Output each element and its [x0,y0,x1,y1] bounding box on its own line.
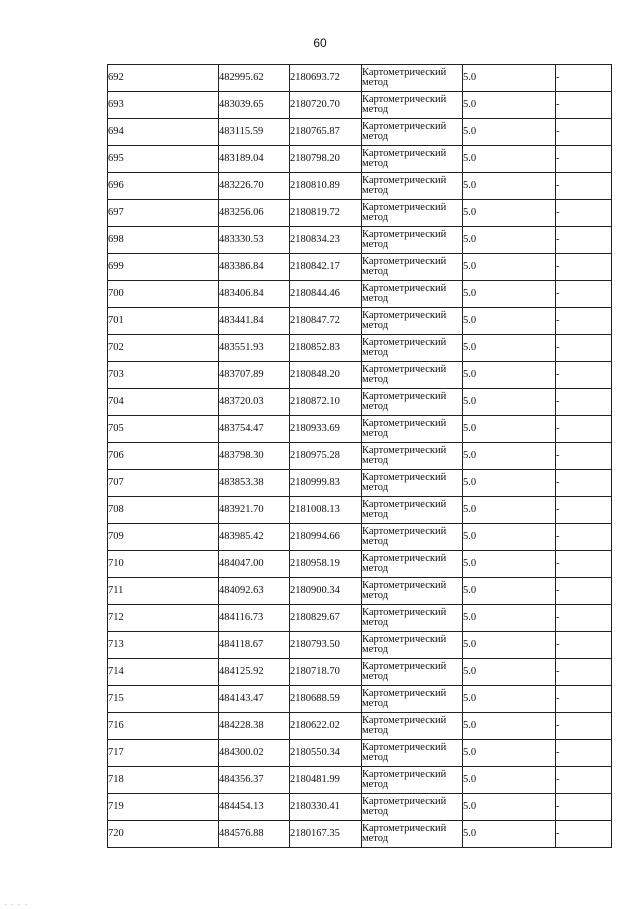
y-coordinate-cell: 2180900.34 [290,578,362,605]
method-cell [362,659,463,686]
method-cell [362,713,463,740]
table-row [108,470,612,497]
x-coordinate-cell: 484118.67 [219,632,290,659]
method-text: метод [362,725,389,736]
page-number: 60 [313,36,327,50]
point-number-cell: 696 [108,173,219,200]
method-text: Картометрический [362,768,447,780]
method-text: метод [362,131,389,142]
method-text: Картометрический [362,417,447,429]
x-coordinate-cell: 484356.37 [219,767,290,794]
y-coordinate-cell: 2180847.72 [290,308,362,335]
point-number-cell: 701 [108,308,219,335]
table-row [108,281,612,308]
x-coordinate-cell: 483330.53 [219,227,290,254]
x-coordinate-cell: 483226.70 [219,173,290,200]
method-text: Картометрический [362,687,447,699]
accuracy-cell: 5.0 [463,659,556,686]
description-cell: - [556,821,612,848]
method-text: Картометрический [362,282,447,294]
method-cell [362,389,463,416]
description-cell: - [556,794,612,821]
description-cell: - [556,443,612,470]
y-coordinate-cell: 2180720.70 [290,92,362,119]
y-coordinate-cell: 2180693.72 [290,65,362,92]
description-cell: - [556,65,612,92]
y-coordinate-cell: 2180167.35 [290,821,362,848]
y-coordinate-cell: 2180481.99 [290,767,362,794]
y-coordinate-cell: 2180819.72 [290,200,362,227]
method-text: Картометрический [362,525,447,537]
method-text: метод [362,428,389,439]
method-text: метод [362,293,389,304]
method-cell [362,632,463,659]
method-cell [362,740,463,767]
x-coordinate-cell: 483441.84 [219,308,290,335]
accuracy-cell: 5.0 [463,578,556,605]
method-text: Картометрический [362,741,447,753]
y-coordinate-cell: 2180330.41 [290,794,362,821]
accuracy-cell: 5.0 [463,470,556,497]
y-coordinate-cell: 2180798.20 [290,146,362,173]
description-cell: - [556,632,612,659]
table-row [108,200,612,227]
y-coordinate-cell: 2180872.10 [290,389,362,416]
point-number-cell: 705 [108,416,219,443]
method-text: Картометрический [362,390,447,402]
description-cell: - [556,686,612,713]
method-text: метод [362,536,389,547]
method-text: метод [362,374,389,385]
table-row [108,443,612,470]
table-row [108,65,612,92]
method-text: Картометрический [362,444,447,456]
accuracy-cell: 5.0 [463,389,556,416]
accuracy-cell: 5.0 [463,254,556,281]
y-coordinate-cell: 2181008.13 [290,497,362,524]
method-cell [362,119,463,146]
table-row [108,497,612,524]
accuracy-cell: 5.0 [463,281,556,308]
method-text: Картометрический [362,228,447,240]
accuracy-cell: 5.0 [463,119,556,146]
accuracy-cell: 5.0 [463,362,556,389]
y-coordinate-cell: 2180793.50 [290,632,362,659]
accuracy-cell: 5.0 [463,767,556,794]
description-cell: - [556,767,612,794]
method-text: Картометрический [362,174,447,186]
x-coordinate-cell: 484454.13 [219,794,290,821]
method-cell [362,767,463,794]
x-coordinate-cell: 483921.70 [219,497,290,524]
point-number-cell: 709 [108,524,219,551]
table-row [108,686,612,713]
method-text: метод [362,401,389,412]
method-text: метод [362,509,389,520]
accuracy-cell: 5.0 [463,416,556,443]
point-number-cell: 712 [108,605,219,632]
method-text: метод [362,779,389,790]
method-text: Картометрический [362,471,447,483]
method-cell [362,497,463,524]
point-number-cell: 698 [108,227,219,254]
method-text: Картометрический [362,714,447,726]
method-cell [362,605,463,632]
method-text: Картометрический [362,660,447,672]
description-cell: - [556,524,612,551]
accuracy-cell: 5.0 [463,146,556,173]
y-coordinate-cell: 2180848.20 [290,362,362,389]
y-coordinate-cell: 2180834.23 [290,227,362,254]
method-cell [362,551,463,578]
description-cell: - [556,578,612,605]
method-text: метод [362,77,389,88]
accuracy-cell: 5.0 [463,443,556,470]
y-coordinate-cell: 2180550.34 [290,740,362,767]
table-row [108,659,612,686]
point-number-cell: 697 [108,200,219,227]
x-coordinate-cell: 483798.30 [219,443,290,470]
method-text: метод [362,563,389,574]
accuracy-cell: 5.0 [463,497,556,524]
y-coordinate-cell: 2180842.17 [290,254,362,281]
method-text: Картометрический [362,363,447,375]
table-row [108,335,612,362]
method-text: Картометрический [362,795,447,807]
table-row [108,227,612,254]
table-row [108,713,612,740]
method-text: Картометрический [362,579,447,591]
method-text: Картометрический [362,93,447,105]
accuracy-cell: 5.0 [463,173,556,200]
accuracy-cell: 5.0 [463,335,556,362]
method-text: метод [362,590,389,601]
x-coordinate-cell: 483115.59 [219,119,290,146]
x-coordinate-cell: 483551.93 [219,335,290,362]
method-text: метод [362,320,389,331]
x-coordinate-cell: 483754.47 [219,416,290,443]
table-row [108,362,612,389]
method-text: метод [362,833,389,844]
table-row [108,578,612,605]
method-cell [362,416,463,443]
point-number-cell: 708 [108,497,219,524]
method-cell [362,470,463,497]
method-text: метод [362,266,389,277]
x-coordinate-cell: 483256.06 [219,200,290,227]
method-cell [362,443,463,470]
point-number-cell: 710 [108,551,219,578]
table-row [108,308,612,335]
description-cell: - [556,335,612,362]
x-coordinate-cell: 483039.65 [219,92,290,119]
method-cell [362,65,463,92]
point-number-cell: 715 [108,686,219,713]
point-number-cell: 702 [108,335,219,362]
method-cell [362,227,463,254]
accuracy-cell: 5.0 [463,65,556,92]
method-text: Картометрический [362,147,447,159]
method-cell [362,92,463,119]
table-row [108,605,612,632]
y-coordinate-cell: 2180688.59 [290,686,362,713]
method-cell [362,335,463,362]
description-cell: - [556,551,612,578]
point-number-cell: 695 [108,146,219,173]
description-cell: - [556,470,612,497]
point-number-cell: 704 [108,389,219,416]
accuracy-cell: 5.0 [463,632,556,659]
accuracy-cell: 5.0 [463,740,556,767]
method-cell [362,794,463,821]
accuracy-cell: 5.0 [463,227,556,254]
table-row [108,632,612,659]
method-text: метод [362,455,389,466]
y-coordinate-cell: 2180999.83 [290,470,362,497]
method-text: Картометрический [362,255,447,267]
accuracy-cell: 5.0 [463,551,556,578]
description-cell: - [556,389,612,416]
table-row [108,146,612,173]
method-cell [362,281,463,308]
x-coordinate-cell: 484228.38 [219,713,290,740]
method-cell [362,146,463,173]
x-coordinate-cell: 484300.02 [219,740,290,767]
point-number-cell: 699 [108,254,219,281]
point-number-cell: 717 [108,740,219,767]
y-coordinate-cell: 2180852.83 [290,335,362,362]
point-number-cell: 703 [108,362,219,389]
method-text: метод [362,482,389,493]
x-coordinate-cell: 483386.84 [219,254,290,281]
method-text: Картометрический [362,498,447,510]
y-coordinate-cell: 2180844.46 [290,281,362,308]
method-text: метод [362,239,389,250]
method-cell [362,524,463,551]
description-cell: - [556,308,612,335]
coordinates-table [107,64,612,848]
method-text: Картометрический [362,120,447,132]
x-coordinate-cell: 484576.88 [219,821,290,848]
description-cell: - [556,605,612,632]
x-coordinate-cell: 483707.89 [219,362,290,389]
table-row [108,389,612,416]
method-text: Картометрический [362,309,447,321]
x-coordinate-cell: 483720.03 [219,389,290,416]
description-cell: - [556,713,612,740]
method-cell [362,200,463,227]
method-text: Картометрический [362,336,447,348]
description-cell: - [556,173,612,200]
method-cell [362,578,463,605]
description-cell: - [556,92,612,119]
point-number-cell: 693 [108,92,219,119]
point-number-cell: 706 [108,443,219,470]
description-cell: - [556,227,612,254]
method-cell [362,686,463,713]
y-coordinate-cell: 2180718.70 [290,659,362,686]
x-coordinate-cell: 484143.47 [219,686,290,713]
method-cell [362,362,463,389]
accuracy-cell: 5.0 [463,794,556,821]
method-cell [362,254,463,281]
description-cell: - [556,497,612,524]
x-coordinate-cell: 483853.38 [219,470,290,497]
x-coordinate-cell: 483985.42 [219,524,290,551]
method-cell [362,821,463,848]
y-coordinate-cell: 2180829.67 [290,605,362,632]
point-number-cell: 700 [108,281,219,308]
table-row [108,92,612,119]
description-cell: - [556,416,612,443]
accuracy-cell: 5.0 [463,308,556,335]
description-cell: - [556,146,612,173]
point-number-cell: 707 [108,470,219,497]
method-text: Картометрический [362,201,447,213]
table-row [108,524,612,551]
description-cell: - [556,281,612,308]
method-text: метод [362,806,389,817]
table-row [108,740,612,767]
table-row [108,254,612,281]
y-coordinate-cell: 2180622.02 [290,713,362,740]
method-text: Картометрический [362,606,447,618]
method-text: Картометрический [362,822,447,834]
method-text: метод [362,617,389,628]
accuracy-cell: 5.0 [463,686,556,713]
method-text: Картометрический [362,66,447,78]
x-coordinate-cell: 484047.00 [219,551,290,578]
method-cell [362,308,463,335]
table-row [108,821,612,848]
method-cell [362,173,463,200]
point-number-cell: 711 [108,578,219,605]
y-coordinate-cell: 2180975.28 [290,443,362,470]
method-text: метод [362,212,389,223]
point-number-cell: 713 [108,632,219,659]
point-number-cell: 718 [108,767,219,794]
x-coordinate-cell: 482995.62 [219,65,290,92]
point-number-cell: 720 [108,821,219,848]
x-coordinate-cell: 483189.04 [219,146,290,173]
y-coordinate-cell: 2180958.19 [290,551,362,578]
table-row [108,119,612,146]
x-coordinate-cell: 483406.84 [219,281,290,308]
description-cell: - [556,659,612,686]
table-row [108,551,612,578]
method-text: метод [362,158,389,169]
method-text: метод [362,752,389,763]
method-text: метод [362,347,389,358]
x-coordinate-cell: 484116.73 [219,605,290,632]
table-row [108,767,612,794]
accuracy-cell: 5.0 [463,92,556,119]
point-number-cell: 692 [108,65,219,92]
y-coordinate-cell: 2180810.89 [290,173,362,200]
method-text: Картометрический [362,633,447,645]
method-text: метод [362,671,389,682]
method-text: Картометрический [362,552,447,564]
method-text: метод [362,185,389,196]
point-number-cell: 716 [108,713,219,740]
accuracy-cell: 5.0 [463,713,556,740]
description-cell: - [556,362,612,389]
y-coordinate-cell: 2180933.69 [290,416,362,443]
accuracy-cell: 5.0 [463,524,556,551]
x-coordinate-cell: 484125.92 [219,659,290,686]
table-row [108,794,612,821]
method-text: метод [362,644,389,655]
accuracy-cell: 5.0 [463,605,556,632]
point-number-cell: 719 [108,794,219,821]
point-number-cell: 694 [108,119,219,146]
point-number-cell: 714 [108,659,219,686]
accuracy-cell: 5.0 [463,200,556,227]
method-text: метод [362,698,389,709]
description-cell: - [556,254,612,281]
y-coordinate-cell: 2180994.66 [290,524,362,551]
description-cell: - [556,200,612,227]
footer-mark: · · · · [4,900,29,909]
coordinates-table-body [108,65,612,848]
method-text: метод [362,104,389,115]
description-cell: - [556,740,612,767]
accuracy-cell: 5.0 [463,821,556,848]
table-row [108,173,612,200]
x-coordinate-cell: 484092.63 [219,578,290,605]
table-row [108,416,612,443]
description-cell: - [556,119,612,146]
y-coordinate-cell: 2180765.87 [290,119,362,146]
